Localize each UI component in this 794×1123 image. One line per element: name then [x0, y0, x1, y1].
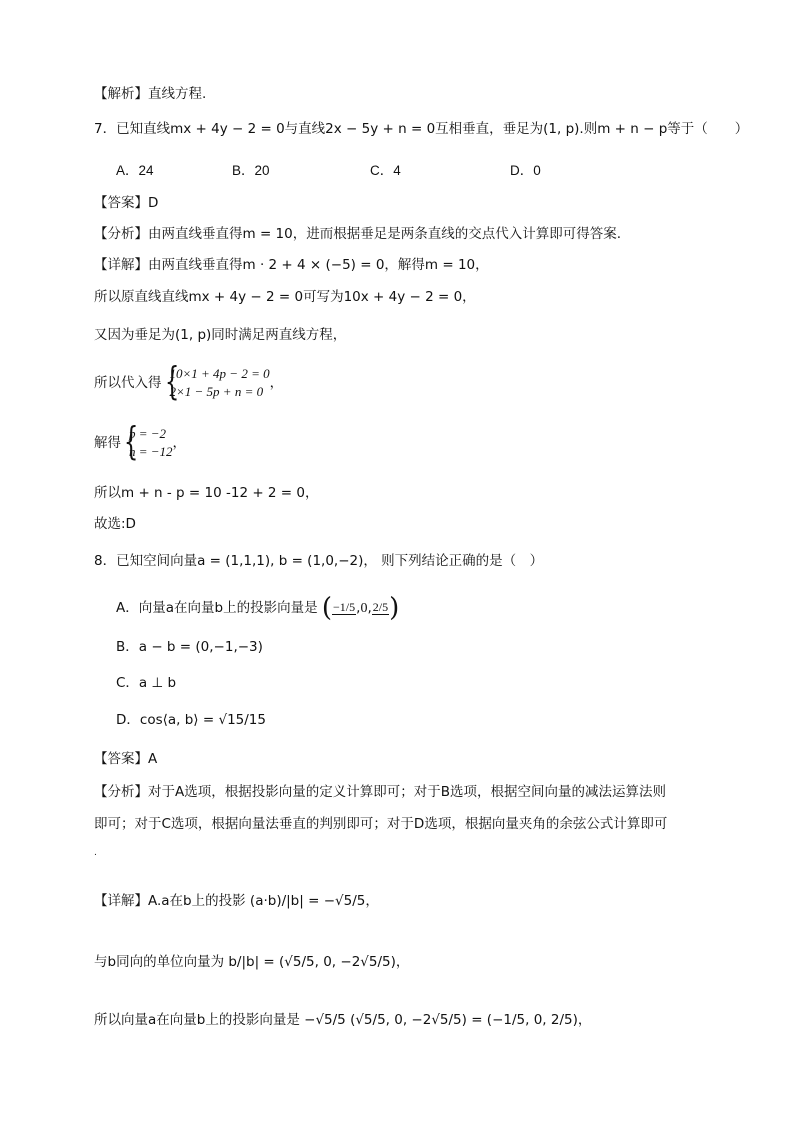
q8-answer: 【答案】A: [94, 751, 158, 767]
q7-detail-3: 又因为垂足为(1, p)同时满足两直线方程，: [94, 327, 347, 343]
q7-option-c: C．4: [370, 163, 401, 178]
q7-option-b: B．20: [232, 163, 270, 178]
q8-stem: 8．已知空间向量a = (1,1,1), b = (1,0,−2)， 则下列结论正确的是（ ）: [94, 553, 544, 569]
q8-analysis-2: 即可；对于C选项，根据向量法垂直的判别即可；对于D选项，根据向量夹角的余弦公式计算即可: [94, 816, 668, 832]
brace-icon: {: [164, 359, 179, 403]
q8-option-a: A．向量a在向量b上的投影向量是 ( −1/5 ,0, 2/5 ): [116, 593, 400, 623]
q7-stem: 7．已知直线mx + 4y − 2 = 0与直线2x − 5y + n = 0互相垂直，垂足为(1, p).则m + n − p等于（ ）: [94, 121, 749, 137]
q8-analysis-1: 【分析】对于A选项，根据投影向量的定义计算即可；对于B选项，根据空间向量的减法运算法则: [94, 784, 666, 800]
q7-analysis: 【分析】由两直线垂直得m = 10，进而根据垂足是两条直线的交点代入计算即可得答案.: [94, 226, 622, 242]
paren-icon: (: [321, 593, 333, 623]
fraction: 2/5: [372, 600, 389, 614]
equation: 2×1 − 5p + n = 0: [169, 384, 264, 399]
q8-option-b: B．a − b = (0,−1,−3): [116, 639, 263, 655]
paren-icon: ): [389, 593, 400, 623]
fraction: −1/5: [333, 600, 356, 614]
jiexi-line: 【解析】直线方程.: [94, 86, 207, 102]
brace-icon: {: [123, 419, 139, 463]
q7-option-a: A．24: [116, 163, 154, 178]
q8-option-d: D．cos⟨a, b⟩ = √15/15: [116, 712, 266, 728]
q7-option-d: D．0: [510, 163, 541, 178]
q8-detail-2: 与b同向的单位向量为 b/|b| = (√5/5, 0, −2√5/5)，: [94, 954, 410, 970]
equation: p = −2: [129, 426, 167, 441]
q7-detail-4: 所以代入得 { 10×1 + 4p − 2 = 0 2×1 − 5p + n = 0 ，: [94, 359, 284, 403]
q8-analysis-dot: .: [94, 848, 97, 858]
q7-detail-5: 解得 { p = −2 n = −12 ，: [94, 419, 187, 463]
equation: 10×1 + 4p − 2 = 0: [169, 366, 270, 381]
q8-detail-1: 【详解】A.a在b上的投影 (a·b)/|b| = −√5/5，: [94, 893, 379, 909]
q8-option-c: C．a ⊥ b: [116, 675, 177, 691]
q7-detail-7: 故选:D: [94, 516, 136, 532]
q7-detail-2: 所以原直线直线mx + 4y − 2 = 0可写为10x + 4y − 2 = 0，: [94, 289, 476, 305]
q7-detail-1: 【详解】由两直线垂直得m · 2 + 4 × (−5) = 0，解得m = 10，: [94, 257, 489, 273]
equation: n = −12: [129, 444, 173, 459]
q7-detail-6: 所以m + n - p = 10 -12 + 2 = 0，: [94, 485, 319, 501]
q7-answer: 【答案】D: [94, 195, 159, 211]
q8-detail-3: 所以向量a在向量b上的投影向量是 −√5/5 (√5/5, 0, −2√5/5) = (−1/5, 0, 2/5)，: [94, 1012, 592, 1028]
